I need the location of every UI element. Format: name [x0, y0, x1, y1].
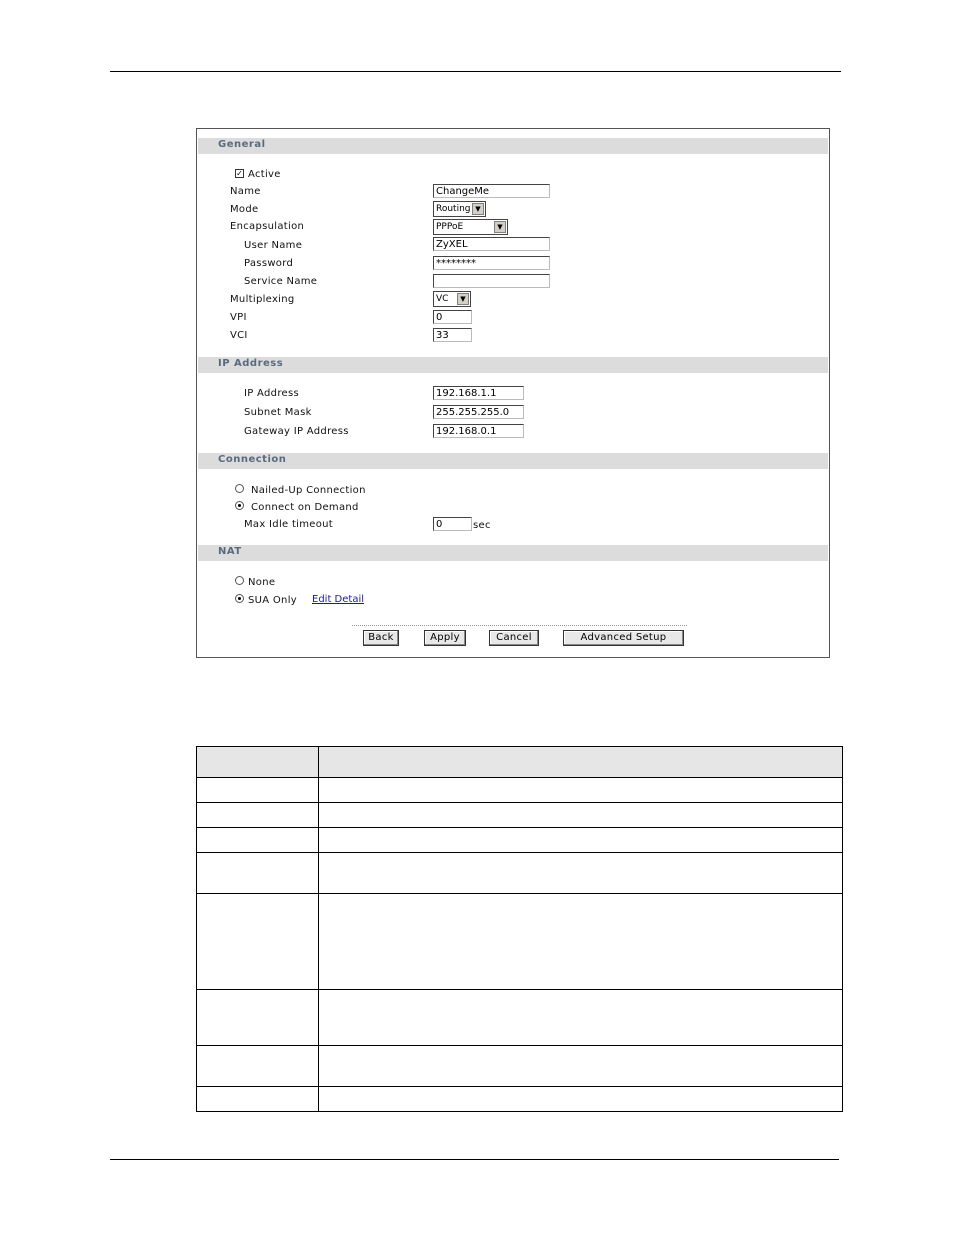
encapsulation-select[interactable]	[433, 219, 508, 235]
section-general	[198, 138, 828, 154]
chevron-down-icon: ▼	[494, 221, 506, 233]
subnet-mask-input[interactable]: 255.255.255.0	[433, 405, 524, 419]
table-row	[197, 778, 843, 803]
vpi-label: VPI	[230, 312, 247, 323]
section-ip-address-title: IP Address	[218, 358, 284, 369]
table-cell	[319, 778, 843, 803]
table-cell	[197, 990, 319, 1046]
password-label: Password	[244, 258, 294, 269]
table-header-cell	[319, 747, 843, 778]
service-name-label: Service Name	[244, 276, 318, 287]
table-cell	[197, 803, 319, 828]
table-cell	[319, 803, 843, 828]
nailed-up-radio[interactable]	[235, 484, 244, 493]
table-cell	[319, 1046, 843, 1087]
ip-address-input[interactable]: 192.168.1.1	[433, 386, 524, 400]
table-cell	[319, 853, 843, 894]
mode-select-value: Routing	[436, 204, 471, 214]
table-header-cell	[197, 747, 319, 778]
user-name-input[interactable]: ZyXEL	[433, 237, 550, 251]
table-cell	[197, 853, 319, 894]
multiplexing-label: Multiplexing	[230, 294, 295, 305]
table-cell	[197, 1046, 319, 1087]
mode-select[interactable]	[433, 201, 486, 217]
nat-sua-only-label: SUA Only	[248, 595, 297, 606]
chevron-down-icon: ▼	[457, 293, 469, 305]
section-connection	[198, 453, 828, 469]
cancel-button[interactable]: Cancel	[489, 630, 539, 646]
service-name-input[interactable]	[433, 274, 550, 288]
table-header-row	[197, 747, 843, 778]
max-idle-label: Max Idle timeout	[244, 519, 334, 530]
max-idle-input[interactable]: 0	[433, 517, 472, 531]
button-divider	[352, 625, 687, 626]
gateway-ip-input[interactable]: 192.168.0.1	[433, 424, 524, 438]
edit-detail-link[interactable]: Edit Detail	[312, 594, 365, 605]
table-row	[197, 1087, 843, 1112]
nat-sua-only-radio[interactable]	[235, 594, 244, 603]
multiplexing-select-value: VC	[436, 294, 449, 304]
active-label: Active	[248, 169, 281, 180]
table-cell	[319, 990, 843, 1046]
section-nat	[198, 545, 828, 561]
table-cell	[197, 778, 319, 803]
field-description-table	[196, 746, 843, 1112]
encapsulation-label: Encapsulation	[230, 221, 305, 232]
section-general-title: General	[218, 139, 266, 150]
user-name-label: User Name	[244, 240, 303, 251]
vpi-input[interactable]: 0	[433, 310, 472, 324]
section-nat-title: NAT	[218, 546, 242, 557]
table-cell	[319, 828, 843, 853]
back-button[interactable]: Back	[363, 630, 399, 646]
table-cell	[197, 828, 319, 853]
table-row	[197, 894, 843, 990]
table-cell	[197, 894, 319, 990]
table-row	[197, 1046, 843, 1087]
encapsulation-select-value: PPPoE	[436, 222, 464, 232]
header-rule	[110, 71, 841, 72]
apply-button[interactable]: Apply	[424, 630, 466, 646]
section-ip-address	[198, 357, 828, 373]
ip-address-label: IP Address	[244, 388, 299, 399]
gateway-ip-label: Gateway IP Address	[244, 426, 349, 437]
table-row	[197, 853, 843, 894]
wan-setup-panel	[196, 128, 830, 658]
vci-label: VCI	[230, 330, 248, 341]
connect-on-demand-radio[interactable]	[235, 501, 244, 510]
table-cell	[197, 1087, 319, 1112]
nat-none-radio[interactable]	[235, 576, 244, 585]
table-row	[197, 828, 843, 853]
vci-input[interactable]: 33	[433, 328, 472, 342]
nat-none-label: None	[248, 577, 276, 588]
max-idle-unit: sec	[473, 520, 491, 531]
active-checkbox[interactable]: ✓	[236, 169, 243, 178]
password-input[interactable]: ********	[433, 256, 550, 270]
table-cell	[319, 894, 843, 990]
advanced-setup-button[interactable]: Advanced Setup	[563, 630, 684, 646]
name-label: Name	[230, 186, 261, 197]
subnet-mask-label: Subnet Mask	[244, 407, 312, 418]
multiplexing-select[interactable]	[433, 291, 471, 307]
table-cell	[319, 1087, 843, 1112]
section-connection-title: Connection	[218, 454, 287, 465]
chevron-down-icon: ▼	[472, 203, 484, 215]
mode-label: Mode	[230, 204, 259, 215]
table-row	[197, 990, 843, 1046]
table-row	[197, 803, 843, 828]
connect-on-demand-label: Connect on Demand	[251, 502, 359, 513]
footer-rule	[110, 1159, 839, 1160]
name-input[interactable]: ChangeMe	[433, 184, 550, 198]
nailed-up-label: Nailed-Up Connection	[251, 485, 366, 496]
